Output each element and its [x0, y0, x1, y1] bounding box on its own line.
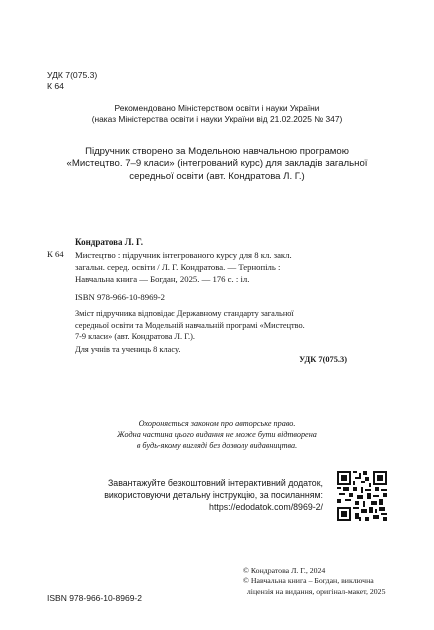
- program-note-line: Підручник створено за Модельною навчальною програмою: [85, 146, 349, 157]
- audience-note: Для учнів та учениць 8 класу.: [75, 345, 181, 354]
- conformity-line: середньої освіти та Модельній навчальній програмі «Мистецтво.: [75, 320, 305, 330]
- conformity-line: Зміст підручника відповідає Державному стандарту загальної: [75, 309, 294, 318]
- description-line: загальн. серед. освіти / Л. Г. Кондратова. — Тернопіль :: [75, 262, 281, 272]
- standard-conformity: [75, 308, 350, 343]
- bibliographic-description: [75, 249, 351, 285]
- udc-code: УДК 7(075.3): [47, 70, 98, 80]
- qr-code-icon[interactable]: [337, 471, 387, 521]
- download-line: використовуючи детальну інструкцію, за посиланням:: [104, 490, 323, 500]
- program-note: [40, 146, 394, 183]
- catalog-index: К 64: [47, 80, 64, 91]
- download-link[interactable]: https://edodatok.com/8969-2/: [209, 502, 323, 512]
- description-line: Навчальна книга — Богдан, 2025. — 176 с. : іл.: [75, 274, 250, 284]
- author-name: Кондратова Л. Г.: [75, 237, 143, 247]
- copyright-publisher: © Навчальна книга – Богдан, виключна: [243, 576, 374, 586]
- isbn: ISBN 978-966-10-8969-2: [75, 292, 166, 302]
- copyright-license: ліцензія на видання, оригінал-макет, 2025: [243, 586, 386, 596]
- udc-code-right: УДК 7(075.3): [299, 355, 347, 364]
- catalog-index-left: К 64: [47, 249, 64, 259]
- program-note-line: «Мистецтво. 7–9 класи» (інтегрований курс) для закладів загальної: [66, 158, 368, 170]
- conformity-line: 7-9 класи» (авт. Кондратова Л. Г.).: [75, 332, 195, 342]
- download-line: Завантажуйте безкоштовний інтерактивний додаток,: [107, 478, 323, 488]
- udc-header: [47, 70, 97, 91]
- ministry-recommendation: [40, 103, 394, 125]
- program-note-line: середньої освіти (авт. Кондратова Л. Г.): [129, 170, 305, 182]
- isbn-footer: ISBN 978-966-10-8969-2: [47, 593, 142, 603]
- recommendation-order: (наказ Міністерства освіти і науки України від 21.02.2025 № 347): [91, 114, 343, 124]
- copyright-line: в будь-якому вигляді без дозволу видавництва.: [136, 441, 298, 451]
- copyright-notice: [40, 418, 394, 452]
- copyright-line: Охороняється законом про авторське право.: [138, 419, 296, 428]
- copyright-line: Жодна частина цього видання не може бути відтворена: [117, 430, 317, 440]
- copyright-footer: [243, 566, 385, 597]
- recommendation-line: Рекомендовано Міністерством освіти і науки України: [114, 103, 320, 113]
- description-line: Мистецтво : підручник інтегрованого курсу для 8 кл. закл.: [75, 250, 292, 260]
- download-instructions: [83, 477, 323, 513]
- copyright-author: © Кондратова Л. Г., 2024: [243, 566, 326, 575]
